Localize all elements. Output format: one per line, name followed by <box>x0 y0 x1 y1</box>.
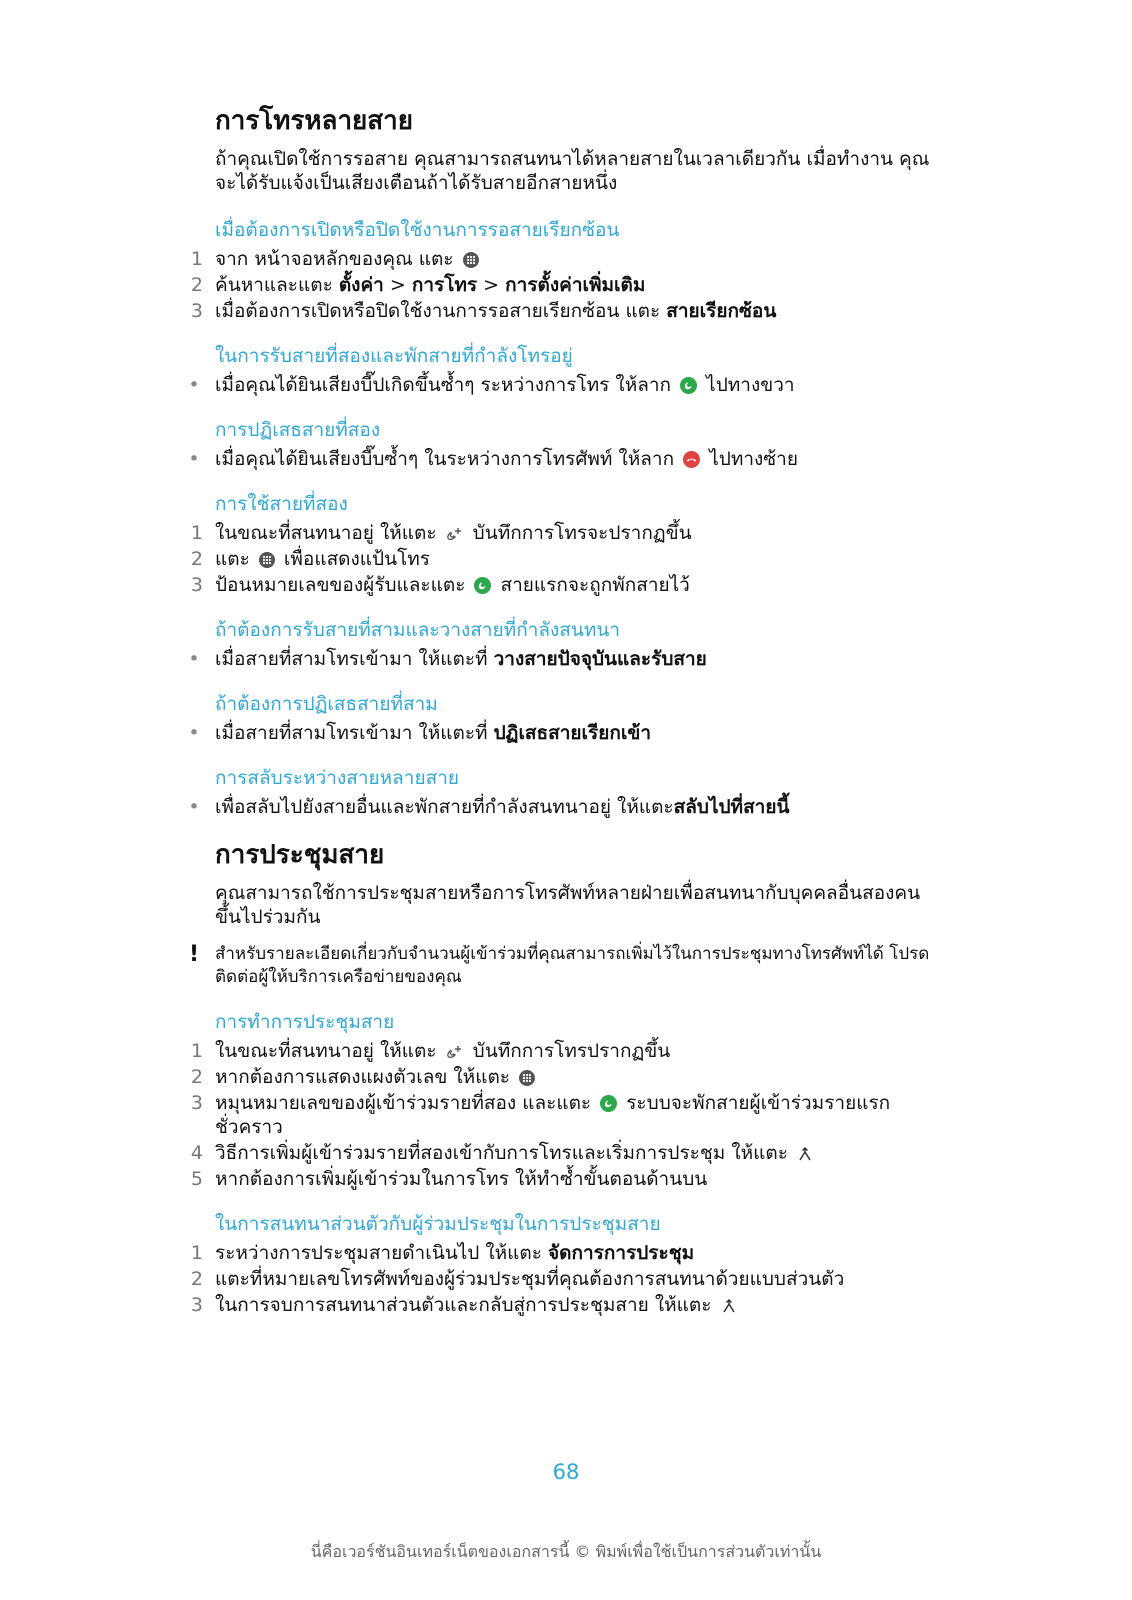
reject-third-list <box>188 721 935 745</box>
section-intro-conference-calls: คุณสามารถใช้การประชุมสายหรือการโทรศัพท์หลายฝ่ายเพื่อสนทนากับบุคคลอื่นสองคนขึ้นไปร่วมกัน <box>215 882 921 928</box>
dialpad-icon <box>519 1070 535 1086</box>
option-reject-incoming: ปฏิเสธสายเรียกเข้า <box>493 722 652 744</box>
dialpad-icon <box>259 552 275 568</box>
subheading-make-second: การใช้สายที่สอง <box>215 493 348 515</box>
bullet-text: เมื่อสายที่สามโทรเข้ามา ให้แตะที่ <box>215 722 488 744</box>
subheading-switch-calls: การสลับระหว่างสายหลายสาย <box>215 767 459 789</box>
step-number: 2 <box>190 274 203 296</box>
list-item <box>188 447 935 471</box>
subheading-make-conference: การทำการประชุมสาย <box>215 1011 395 1033</box>
list-item <box>190 1167 935 1191</box>
step-text: บันทึกการโทรจะปรากฏขึ้น <box>472 522 692 544</box>
step-text: เมื่อต้องการเปิดหรือปิดใช้งานการรอสายเรียกซ้อน แตะ <box>215 300 661 322</box>
menu-calls: การโทร <box>411 274 478 296</box>
apps-grid-icon <box>463 252 479 268</box>
private-conversation-steps <box>190 1241 935 1317</box>
step-text: ในขณะที่สนทนาอยู่ ให้แตะ <box>215 1040 437 1062</box>
subheading-answer-third: ถ้าต้องการรับสายที่สามและวางสายที่กำลังสนทนา <box>215 619 621 641</box>
step-number: 1 <box>190 522 203 544</box>
step-number: 5 <box>190 1168 203 1190</box>
step-text: สายแรกจะถูกพักสายไว้ <box>500 574 690 596</box>
list-item <box>190 547 935 571</box>
menu-additional-settings: การตั้งค่าเพิ่มเติม <box>505 274 646 296</box>
bullet: • <box>188 374 200 396</box>
step-text: ค้นหาและแตะ <box>215 274 333 296</box>
step-number: 1 <box>190 1242 203 1264</box>
step-text: หากต้องการแสดงแผงตัวเลข ให้แตะ <box>215 1066 510 1088</box>
make-conference-steps <box>190 1039 935 1191</box>
bullet-text: ไปทางขวา <box>706 374 795 396</box>
list-item <box>190 573 935 597</box>
bullet-text: เมื่อคุณได้ยินเสียงบี๊ปเกิดขึ้นซ้ำๆ ระหว่างการโทร ให้ลาก <box>215 374 672 396</box>
footer-note: นี่คือเวอร์ชันอินเทอร์เน็ตของเอกสารนี้ © พิมพ์เพื่อใช้เป็นการส่วนตัวเท่านั้น <box>310 1542 822 1561</box>
step-text: เพื่อแสดงแป้นโทร <box>283 548 431 570</box>
step-text: ระบบจะพักสายผู้เข้าร่วมรายแรกชั่วคราว <box>215 1092 891 1138</box>
menu-call-waiting: สายเรียกซ้อน <box>666 300 777 322</box>
step-number: 2 <box>190 1066 203 1088</box>
list-item <box>190 1091 935 1139</box>
step-text: แตะ <box>215 548 250 570</box>
section-title-conference-calls: การประชุมสาย <box>215 840 385 870</box>
subheading-reject-second: การปฏิเสธสายที่สอง <box>215 419 381 441</box>
page-number: 68 <box>552 1460 580 1484</box>
list-item <box>188 647 935 671</box>
option-switch-to-call: สลับไปที่สายนี้ <box>673 796 790 818</box>
warning-icon: ! <box>188 942 200 967</box>
step-text: ในขณะที่สนทนาอยู่ ให้แตะ <box>215 522 437 544</box>
list-item <box>188 795 935 819</box>
step-number: 3 <box>190 574 203 596</box>
reject-call-icon <box>683 451 700 468</box>
bullet-text: เมื่อคุณได้ยินเสียงบี๊บซ้ำๆ ในระหว่างการโทรศัพท์ ให้ลาก <box>215 448 675 470</box>
note-text: สำหรับรายละเอียดเกี่ยวกับจำนวนผู้เข้าร่วมที่คุณสามารถเพิ่มไว้ในการประชุมทางโทรศัพท์ได้ โปรดติดต่อผู้ให้บริการเครือข่ายของคุณ <box>215 944 930 987</box>
step-number: 4 <box>190 1142 203 1164</box>
list-item <box>190 1065 935 1089</box>
step-text: หากต้องการเพิ่มผู้เข้าร่วมในการโทร ให้ทำซ้ำขั้นตอนด้านบน <box>215 1168 708 1190</box>
menu-settings: ตั้งค่า <box>338 274 384 296</box>
step-text: ป้อนหมายเลขของผู้รับและแตะ <box>215 574 466 596</box>
step-number: 3 <box>190 1092 203 1114</box>
reject-second-list <box>188 447 935 471</box>
step-number: 1 <box>190 1040 203 1062</box>
path-separator: > <box>383 274 412 296</box>
option-end-current-answer: วางสายปัจจุบันและรับสาย <box>493 648 707 670</box>
step-text: จาก หน้าจอหลักของคุณ แตะ <box>215 248 454 270</box>
call-waiting-steps <box>190 247 935 323</box>
bullet: • <box>188 648 200 670</box>
make-second-steps <box>190 521 935 597</box>
step-number: 1 <box>190 248 203 270</box>
note-block <box>188 942 935 989</box>
list-item <box>190 1241 935 1265</box>
answer-call-icon <box>680 377 697 394</box>
step-text: ในการจบการสนทนาส่วนตัวและกลับสู่การประชุมสาย ให้แตะ <box>215 1294 712 1316</box>
section-intro-multiple-calls: ถ้าคุณเปิดใช้การรอสาย คุณสามารถสนทนาได้หลายสายในเวลาเดียวกัน เมื่อทำงาน คุณจะได้รับแจ้งเป็นเสียงเตือนถ้าได้รับสายอีกสายหนึ่ง <box>215 148 930 194</box>
list-item <box>190 247 935 271</box>
merge-calls-icon <box>797 1146 813 1162</box>
bullet-text: เมื่อสายที่สามโทรเข้ามา ให้แตะที่ <box>215 648 488 670</box>
step-text: หมุนหมายเลขของผู้เข้าร่วมรายที่สอง และแตะ <box>215 1092 592 1114</box>
bullet: • <box>188 448 200 470</box>
subheading-private-conversation: ในการสนทนาส่วนตัวกับผู้ร่วมประชุมในการประชุมสาย <box>215 1213 661 1235</box>
bullet-text: เพื่อสลับไปยังสายอื่นและพักสายที่กำลังสนทนาอยู่ ให้แตะ <box>215 796 674 818</box>
option-manage-conference: จัดการการประชุม <box>548 1242 695 1264</box>
call-icon <box>600 1095 617 1112</box>
step-number: 3 <box>190 300 203 322</box>
switch-list <box>188 795 935 819</box>
call-icon <box>474 577 491 594</box>
bullet-text: ไปทางซ้าย <box>709 448 798 470</box>
step-text: วิธีการเพิ่มผู้เข้าร่วมรายที่สองเข้ากับการโทรและเริ่มการประชุม ให้แตะ <box>215 1142 788 1164</box>
step-text: แตะที่หมายเลขโทรศัพท์ของผู้ร่วมประชุมที่คุณต้องการสนทนาด้วยแบบส่วนตัว <box>215 1268 845 1290</box>
list-item <box>190 273 935 297</box>
step-text: ระหว่างการประชุมสายดำเนินไป ให้แตะ <box>215 1242 542 1264</box>
add-call-icon <box>446 526 464 542</box>
subheading-reject-third: ถ้าต้องการปฏิเสธสายที่สาม <box>215 693 438 715</box>
list-item <box>190 1141 935 1165</box>
bullet: • <box>188 796 200 818</box>
list-item <box>190 1293 935 1317</box>
path-separator: > <box>477 274 506 296</box>
list-item <box>190 299 935 323</box>
step-number: 2 <box>190 548 203 570</box>
section-title-multiple-calls: การโทรหลายสาย <box>215 106 413 136</box>
list-item <box>190 521 935 545</box>
answer-second-list <box>188 373 935 397</box>
step-text: บันทึกการโทรปรากฏขึ้น <box>472 1040 671 1062</box>
subheading-call-waiting: เมื่อต้องการเปิดหรือปิดใช้งานการรอสายเรียกซ้อน <box>215 219 620 241</box>
subheading-answer-second: ในการรับสายที่สองและพักสายที่กำลังโทรอยู่ <box>215 345 573 367</box>
add-call-icon <box>446 1044 464 1060</box>
bullet: • <box>188 722 200 744</box>
list-item <box>188 373 935 397</box>
step-number: 2 <box>190 1268 203 1290</box>
list-item <box>190 1039 935 1063</box>
step-number: 3 <box>190 1294 203 1316</box>
list-item <box>188 721 935 745</box>
answer-third-list <box>188 647 935 671</box>
list-item <box>190 1267 935 1291</box>
merge-calls-icon <box>721 1298 737 1314</box>
page-content <box>188 103 935 1319</box>
